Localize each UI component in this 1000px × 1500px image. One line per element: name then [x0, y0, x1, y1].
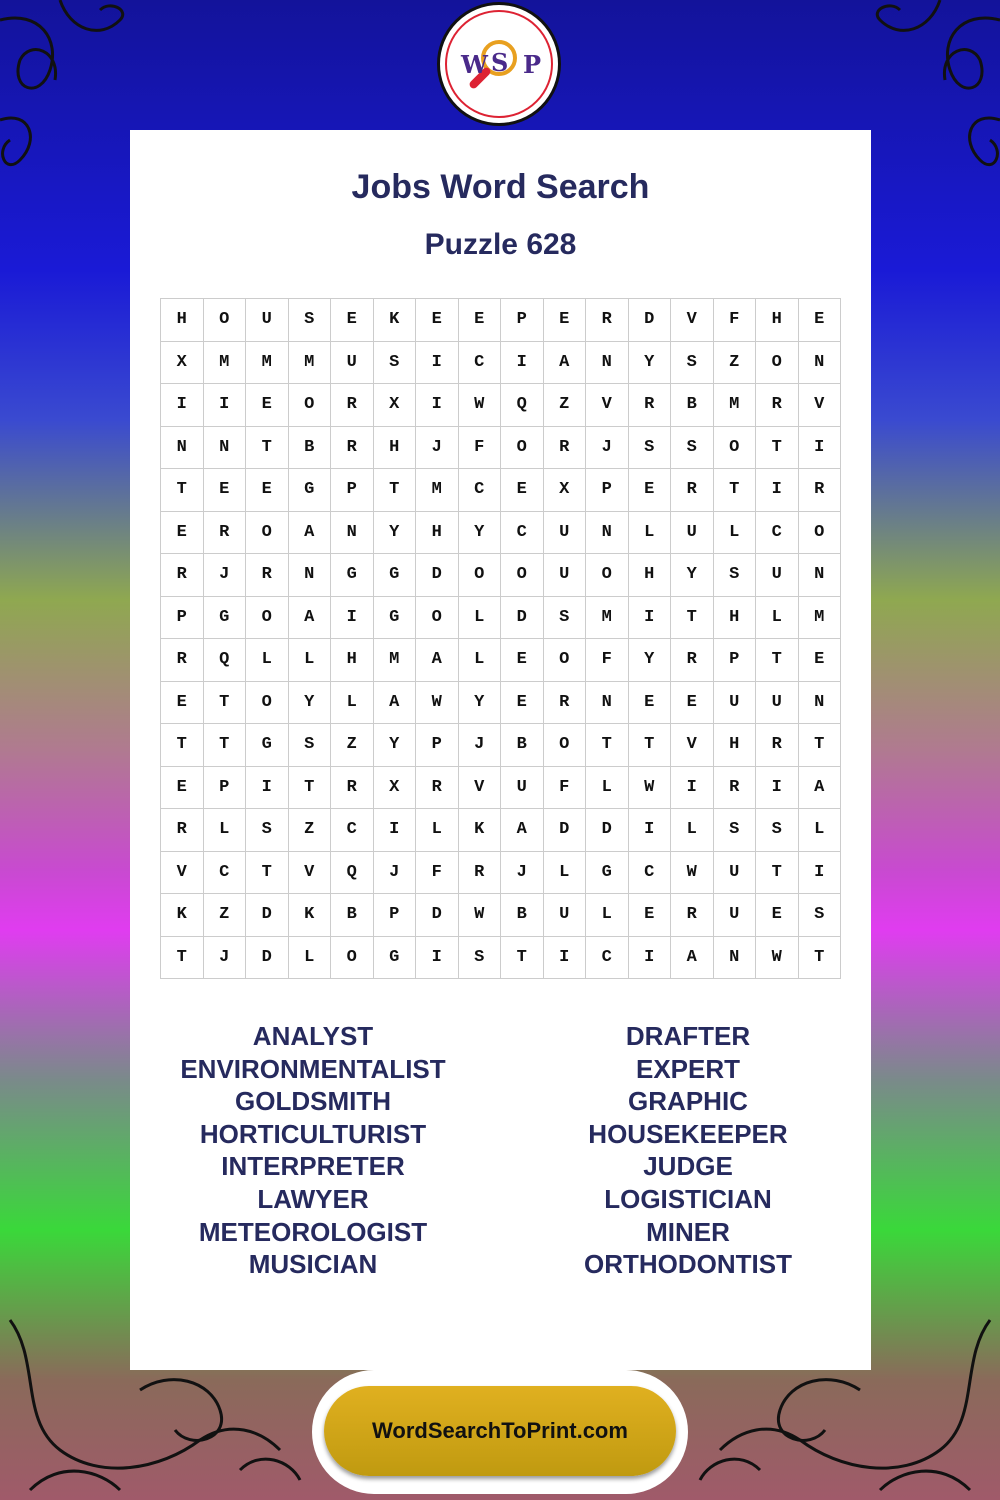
grid-cell[interactable]: S [671, 427, 714, 470]
grid-cell[interactable]: V [289, 852, 332, 895]
grid-cell[interactable]: K [374, 299, 417, 342]
grid-cell[interactable]: E [799, 639, 842, 682]
grid-cell[interactable]: S [289, 299, 332, 342]
grid-cell[interactable]: P [374, 894, 417, 937]
grid-cell[interactable]: Y [374, 724, 417, 767]
puzzle-number: Puzzle 628 [424, 228, 577, 261]
grid-cell[interactable]: R [586, 299, 629, 342]
grid-cell[interactable]: P [416, 724, 459, 767]
grid-cell[interactable]: E [246, 469, 289, 512]
grid-cell[interactable]: I [204, 384, 247, 427]
grid-cell[interactable]: F [544, 767, 587, 810]
grid-cell[interactable]: T [799, 724, 842, 767]
grid-cell[interactable]: T [161, 937, 204, 980]
grid-cell[interactable]: T [714, 469, 757, 512]
grid-cell[interactable]: D [416, 894, 459, 937]
grid-cell[interactable]: R [544, 682, 587, 725]
grid-cell[interactable]: E [161, 512, 204, 555]
grid-cell[interactable]: L [459, 639, 502, 682]
grid-cell[interactable]: I [246, 767, 289, 810]
grid-cell[interactable]: W [629, 767, 672, 810]
word-list-item: ORTHODONTIST [584, 1249, 792, 1280]
grid-cell[interactable]: A [799, 767, 842, 810]
grid-cell[interactable]: M [246, 342, 289, 385]
grid-cell[interactable]: S [756, 809, 799, 852]
grid-cell[interactable]: G [374, 937, 417, 980]
grid-cell[interactable]: T [289, 767, 332, 810]
grid-cell[interactable]: T [161, 469, 204, 512]
grid-cell[interactable]: U [246, 299, 289, 342]
grid-cell[interactable]: L [756, 597, 799, 640]
grid-cell[interactable]: R [246, 554, 289, 597]
grid-cell[interactable]: H [331, 639, 374, 682]
word-list-item: INTERPRETER [221, 1151, 405, 1182]
grid-cell[interactable]: U [501, 767, 544, 810]
grid-cell[interactable]: N [331, 512, 374, 555]
grid-cell[interactable]: H [161, 299, 204, 342]
grid-cell[interactable]: I [544, 937, 587, 980]
grid-cell[interactable]: M [204, 342, 247, 385]
grid-cell[interactable]: Z [331, 724, 374, 767]
grid-cell[interactable]: L [544, 852, 587, 895]
footer-badge [312, 1370, 688, 1494]
grid-cell[interactable]: T [204, 682, 247, 725]
grid-cell[interactable]: A [289, 512, 332, 555]
grid-cell[interactable]: Z [204, 894, 247, 937]
grid-cell[interactable]: Z [544, 384, 587, 427]
grid-cell[interactable]: Y [459, 682, 502, 725]
grid-cell[interactable]: S [374, 342, 417, 385]
grid-cell[interactable]: G [586, 852, 629, 895]
grid-cell[interactable]: T [756, 852, 799, 895]
grid-cell[interactable]: U [714, 682, 757, 725]
grid-cell[interactable]: N [714, 937, 757, 980]
grid-cell[interactable]: U [544, 894, 587, 937]
grid-cell[interactable]: N [799, 554, 842, 597]
grid-cell[interactable]: Y [671, 554, 714, 597]
grid-cell[interactable]: X [161, 342, 204, 385]
grid-cell[interactable]: I [756, 767, 799, 810]
grid-cell[interactable]: R [544, 427, 587, 470]
grid-cell[interactable]: T [586, 724, 629, 767]
grid-cell[interactable]: O [204, 299, 247, 342]
grid-cell[interactable]: Z [289, 809, 332, 852]
grid-cell[interactable]: V [161, 852, 204, 895]
grid-cell[interactable]: E [331, 299, 374, 342]
grid-cell[interactable]: S [671, 342, 714, 385]
grid-cell[interactable]: A [544, 342, 587, 385]
grid-cell[interactable]: R [416, 767, 459, 810]
word-list-item: HORTICULTURIST [199, 1118, 427, 1149]
grid-cell[interactable]: V [799, 384, 842, 427]
word-list-left [128, 1020, 498, 1281]
grid-cell[interactable]: O [459, 554, 502, 597]
grid-cell[interactable]: T [756, 427, 799, 470]
grid-cell[interactable]: O [331, 937, 374, 980]
grid-cell[interactable]: I [671, 767, 714, 810]
grid-cell[interactable]: L [289, 937, 332, 980]
grid-cell[interactable]: E [799, 299, 842, 342]
grid-cell[interactable]: O [586, 554, 629, 597]
grid-cell[interactable]: F [714, 299, 757, 342]
grid-cell[interactable]: I [629, 597, 672, 640]
grid-cell[interactable]: O [501, 427, 544, 470]
grid-cell[interactable]: J [374, 852, 417, 895]
letter-grid [160, 298, 841, 979]
word-list-item: ANALYST [252, 1021, 374, 1051]
grid-cell[interactable]: G [374, 597, 417, 640]
grid-cell[interactable]: V [671, 724, 714, 767]
puzzle-sheet [130, 130, 871, 1370]
grid-cell[interactable]: M [374, 639, 417, 682]
grid-cell[interactable]: L [799, 809, 842, 852]
grid-cell[interactable]: E [501, 639, 544, 682]
grid-cell[interactable]: F [586, 639, 629, 682]
grid-cell[interactable]: L [204, 809, 247, 852]
grid-cell[interactable]: R [714, 767, 757, 810]
grid-cell[interactable]: H [714, 597, 757, 640]
grid-cell[interactable]: S [799, 894, 842, 937]
grid-cell[interactable]: U [714, 852, 757, 895]
grid-cell[interactable]: W [459, 384, 502, 427]
grid-cell[interactable]: D [501, 597, 544, 640]
grid-cell[interactable]: C [501, 512, 544, 555]
grid-cell[interactable]: G [246, 724, 289, 767]
grid-cell[interactable]: E [629, 682, 672, 725]
grid-cell[interactable]: U [714, 894, 757, 937]
top-left-ornament [0, 0, 140, 200]
logo-letter-w: W [461, 50, 488, 79]
grid-cell[interactable]: S [459, 937, 502, 980]
grid-cell[interactable]: S [714, 809, 757, 852]
grid-cell[interactable]: M [714, 384, 757, 427]
grid-cell[interactable]: S [289, 724, 332, 767]
grid-cell[interactable]: Q [204, 639, 247, 682]
grid-cell[interactable]: T [671, 597, 714, 640]
grid-cell[interactable]: I [374, 809, 417, 852]
grid-cell[interactable]: D [416, 554, 459, 597]
top-right-ornament [860, 0, 1000, 200]
grid-cell[interactable]: X [374, 384, 417, 427]
grid-cell[interactable]: T [374, 469, 417, 512]
grid-cell[interactable]: I [161, 384, 204, 427]
grid-cell[interactable]: O [246, 512, 289, 555]
grid-cell[interactable]: E [501, 469, 544, 512]
grid-cell[interactable]: O [799, 512, 842, 555]
grid-cell[interactable]: U [331, 342, 374, 385]
grid-cell[interactable]: O [246, 597, 289, 640]
grid-cell[interactable]: L [671, 809, 714, 852]
grid-cell[interactable]: B [671, 384, 714, 427]
grid-cell[interactable]: C [459, 469, 502, 512]
grid-cell[interactable]: R [671, 894, 714, 937]
grid-cell[interactable]: E [671, 682, 714, 725]
word-list-item: ENVIRONMENTALIST [180, 1053, 446, 1084]
grid-cell[interactable]: D [246, 894, 289, 937]
grid-cell[interactable]: O [246, 682, 289, 725]
grid-cell[interactable]: O [501, 554, 544, 597]
grid-cell[interactable]: I [501, 342, 544, 385]
grid-cell[interactable]: A [671, 937, 714, 980]
grid-cell[interactable]: L [586, 767, 629, 810]
grid-cell[interactable]: T [204, 724, 247, 767]
grid-cell[interactable]: E [246, 384, 289, 427]
grid-cell[interactable]: P [331, 469, 374, 512]
grid-cell[interactable]: U [756, 682, 799, 725]
grid-cell[interactable]: M [799, 597, 842, 640]
grid-cell[interactable]: M [289, 342, 332, 385]
grid-cell[interactable]: G [204, 597, 247, 640]
grid-cell[interactable]: U [671, 512, 714, 555]
grid-cell[interactable]: E [416, 299, 459, 342]
grid-cell[interactable]: B [331, 894, 374, 937]
grid-cell[interactable]: L [289, 639, 332, 682]
grid-cell[interactable]: R [161, 809, 204, 852]
grid-cell[interactable]: C [204, 852, 247, 895]
page-title: Jobs Word Search [351, 168, 650, 206]
grid-cell[interactable]: M [586, 597, 629, 640]
grid-cell[interactable]: O [544, 639, 587, 682]
grid-cell[interactable]: I [331, 597, 374, 640]
grid-cell[interactable]: T [246, 427, 289, 470]
grid-cell[interactable]: A [289, 597, 332, 640]
site-link-button[interactable]: WordSearchToPrint.com [324, 1386, 676, 1476]
grid-cell[interactable]: E [161, 682, 204, 725]
grid-cell[interactable]: W [756, 937, 799, 980]
grid-cell[interactable]: E [459, 299, 502, 342]
grid-cell[interactable]: I [799, 427, 842, 470]
grid-cell[interactable]: C [459, 342, 502, 385]
grid-cell[interactable]: S [544, 597, 587, 640]
word-list-item: LOGISTICIAN [604, 1183, 772, 1214]
grid-cell[interactable]: Y [629, 639, 672, 682]
word-list-item: MUSICIAN [248, 1249, 378, 1280]
word-list-item: HOUSEKEEPER [588, 1118, 788, 1149]
word-list-item: METEOROLOGIST [198, 1216, 428, 1247]
grid-cell[interactable]: B [289, 427, 332, 470]
grid-cell[interactable]: B [501, 724, 544, 767]
word-list-item: EXPERT [635, 1053, 741, 1084]
grid-cell[interactable]: Y [459, 512, 502, 555]
grid-cell[interactable]: U [544, 554, 587, 597]
grid-cell[interactable]: A [501, 809, 544, 852]
grid-cell[interactable]: A [416, 639, 459, 682]
grid-cell[interactable]: U [756, 554, 799, 597]
wsp-logo [437, 2, 561, 126]
grid-cell[interactable]: T [799, 937, 842, 980]
grid-cell[interactable]: F [416, 852, 459, 895]
grid-cell[interactable]: J [204, 937, 247, 980]
grid-cell[interactable]: L [459, 597, 502, 640]
grid-cell[interactable]: Y [629, 342, 672, 385]
grid-cell[interactable]: P [586, 469, 629, 512]
logo-letter-p: P [523, 50, 542, 79]
grid-cell[interactable]: L [629, 512, 672, 555]
grid-cell[interactable]: D [544, 809, 587, 852]
grid-cell[interactable]: O [714, 427, 757, 470]
grid-cell[interactable]: O [289, 384, 332, 427]
grid-cell[interactable]: C [586, 937, 629, 980]
grid-cell[interactable]: O [544, 724, 587, 767]
grid-cell[interactable]: G [331, 554, 374, 597]
grid-cell[interactable]: S [714, 554, 757, 597]
grid-cell[interactable]: D [586, 809, 629, 852]
grid-cell[interactable]: A [374, 682, 417, 725]
grid-cell[interactable]: Y [289, 682, 332, 725]
grid-cell[interactable]: R [161, 639, 204, 682]
grid-cell[interactable]: N [799, 342, 842, 385]
grid-cell[interactable]: B [501, 894, 544, 937]
grid-cell[interactable]: I [756, 469, 799, 512]
grid-cell[interactable]: N [586, 682, 629, 725]
word-list-item: GOLDSMITH [235, 1086, 391, 1117]
grid-cell[interactable]: I [629, 937, 672, 980]
grid-cell[interactable]: W [459, 894, 502, 937]
grid-cell[interactable]: O [756, 342, 799, 385]
grid-cell[interactable]: W [416, 682, 459, 725]
grid-cell[interactable]: V [586, 384, 629, 427]
word-list-item: JUDGE [643, 1151, 733, 1182]
grid-cell[interactable]: R [671, 469, 714, 512]
grid-cell[interactable]: N [161, 427, 204, 470]
grid-cell[interactable]: T [161, 724, 204, 767]
grid-cell[interactable]: K [161, 894, 204, 937]
grid-cell[interactable]: L [246, 639, 289, 682]
grid-cell[interactable]: D [246, 937, 289, 980]
grid-cell[interactable]: K [289, 894, 332, 937]
grid-cell[interactable]: N [289, 554, 332, 597]
grid-cell[interactable]: L [586, 894, 629, 937]
grid-cell[interactable]: N [586, 342, 629, 385]
grid-cell[interactable]: V [459, 767, 502, 810]
grid-cell[interactable]: R [331, 384, 374, 427]
logo-letter-s: S [491, 48, 509, 77]
grid-cell[interactable]: E [161, 767, 204, 810]
grid-cell[interactable]: P [714, 639, 757, 682]
grid-cell[interactable]: E [204, 469, 247, 512]
word-list-item: DRAFTER [625, 1021, 751, 1051]
grid-cell[interactable]: G [289, 469, 332, 512]
grid-cell[interactable]: X [544, 469, 587, 512]
grid-cell[interactable]: W [671, 852, 714, 895]
grid-cell[interactable]: T [246, 852, 289, 895]
grid-cell[interactable]: H [374, 427, 417, 470]
word-list-item: GRAPHIC [628, 1086, 748, 1117]
grid-cell[interactable]: C [756, 512, 799, 555]
grid-cell[interactable]: R [756, 724, 799, 767]
grid-cell[interactable]: H [714, 724, 757, 767]
grid-cell[interactable]: L [714, 512, 757, 555]
grid-cell[interactable]: J [204, 554, 247, 597]
grid-cell[interactable]: X [374, 767, 417, 810]
grid-cell[interactable]: N [204, 427, 247, 470]
grid-cell[interactable]: I [799, 852, 842, 895]
grid-cell[interactable]: Y [374, 512, 417, 555]
grid-cell[interactable]: J [416, 427, 459, 470]
grid-cell[interactable]: F [459, 427, 502, 470]
grid-cell[interactable]: I [416, 342, 459, 385]
grid-cell[interactable]: E [501, 682, 544, 725]
grid-cell[interactable]: J [501, 852, 544, 895]
grid-cell[interactable]: Q [501, 384, 544, 427]
grid-cell[interactable]: Z [714, 342, 757, 385]
grid-cell[interactable]: L [416, 809, 459, 852]
grid-cell[interactable]: G [374, 554, 417, 597]
grid-cell[interactable]: P [204, 767, 247, 810]
grid-cell[interactable]: R [459, 852, 502, 895]
word-list-item: LAWYER [257, 1183, 369, 1214]
word-list-item: MINER [646, 1216, 730, 1247]
grid-cell[interactable]: I [629, 809, 672, 852]
grid-cell[interactable]: N [586, 512, 629, 555]
grid-cell[interactable]: R [756, 384, 799, 427]
grid-cell[interactable]: P [501, 299, 544, 342]
grid-cell[interactable]: R [799, 469, 842, 512]
grid-cell[interactable]: J [586, 427, 629, 470]
grid-cell[interactable]: R [204, 512, 247, 555]
grid-cell[interactable]: U [544, 512, 587, 555]
grid-cell[interactable]: Q [331, 852, 374, 895]
grid-cell[interactable]: R [671, 639, 714, 682]
grid-cell[interactable]: E [629, 469, 672, 512]
grid-cell[interactable]: P [161, 597, 204, 640]
grid-cell[interactable]: C [331, 809, 374, 852]
grid-cell[interactable]: R [331, 427, 374, 470]
grid-cell[interactable]: T [756, 639, 799, 682]
grid-cell[interactable]: J [459, 724, 502, 767]
grid-cell[interactable]: M [416, 469, 459, 512]
grid-cell[interactable]: L [331, 682, 374, 725]
logo-ring [445, 10, 553, 118]
grid-cell[interactable]: R [331, 767, 374, 810]
grid-cell[interactable]: H [756, 299, 799, 342]
grid-cell[interactable]: D [629, 299, 672, 342]
grid-cell[interactable]: S [629, 427, 672, 470]
grid-cell[interactable]: E [756, 894, 799, 937]
grid-cell[interactable]: R [161, 554, 204, 597]
grid-cell[interactable]: C [629, 852, 672, 895]
grid-cell[interactable]: H [416, 512, 459, 555]
grid-cell[interactable]: I [416, 937, 459, 980]
grid-cell[interactable]: T [629, 724, 672, 767]
grid-cell[interactable]: V [671, 299, 714, 342]
grid-cell[interactable]: H [629, 554, 672, 597]
grid-cell[interactable]: O [416, 597, 459, 640]
grid-cell[interactable]: E [629, 894, 672, 937]
grid-cell[interactable]: R [629, 384, 672, 427]
grid-cell[interactable]: N [799, 682, 842, 725]
grid-cell[interactable]: T [501, 937, 544, 980]
grid-cell[interactable]: I [416, 384, 459, 427]
grid-cell[interactable]: S [246, 809, 289, 852]
grid-cell[interactable]: K [459, 809, 502, 852]
word-list-right [503, 1020, 873, 1281]
grid-cell[interactable]: E [544, 299, 587, 342]
